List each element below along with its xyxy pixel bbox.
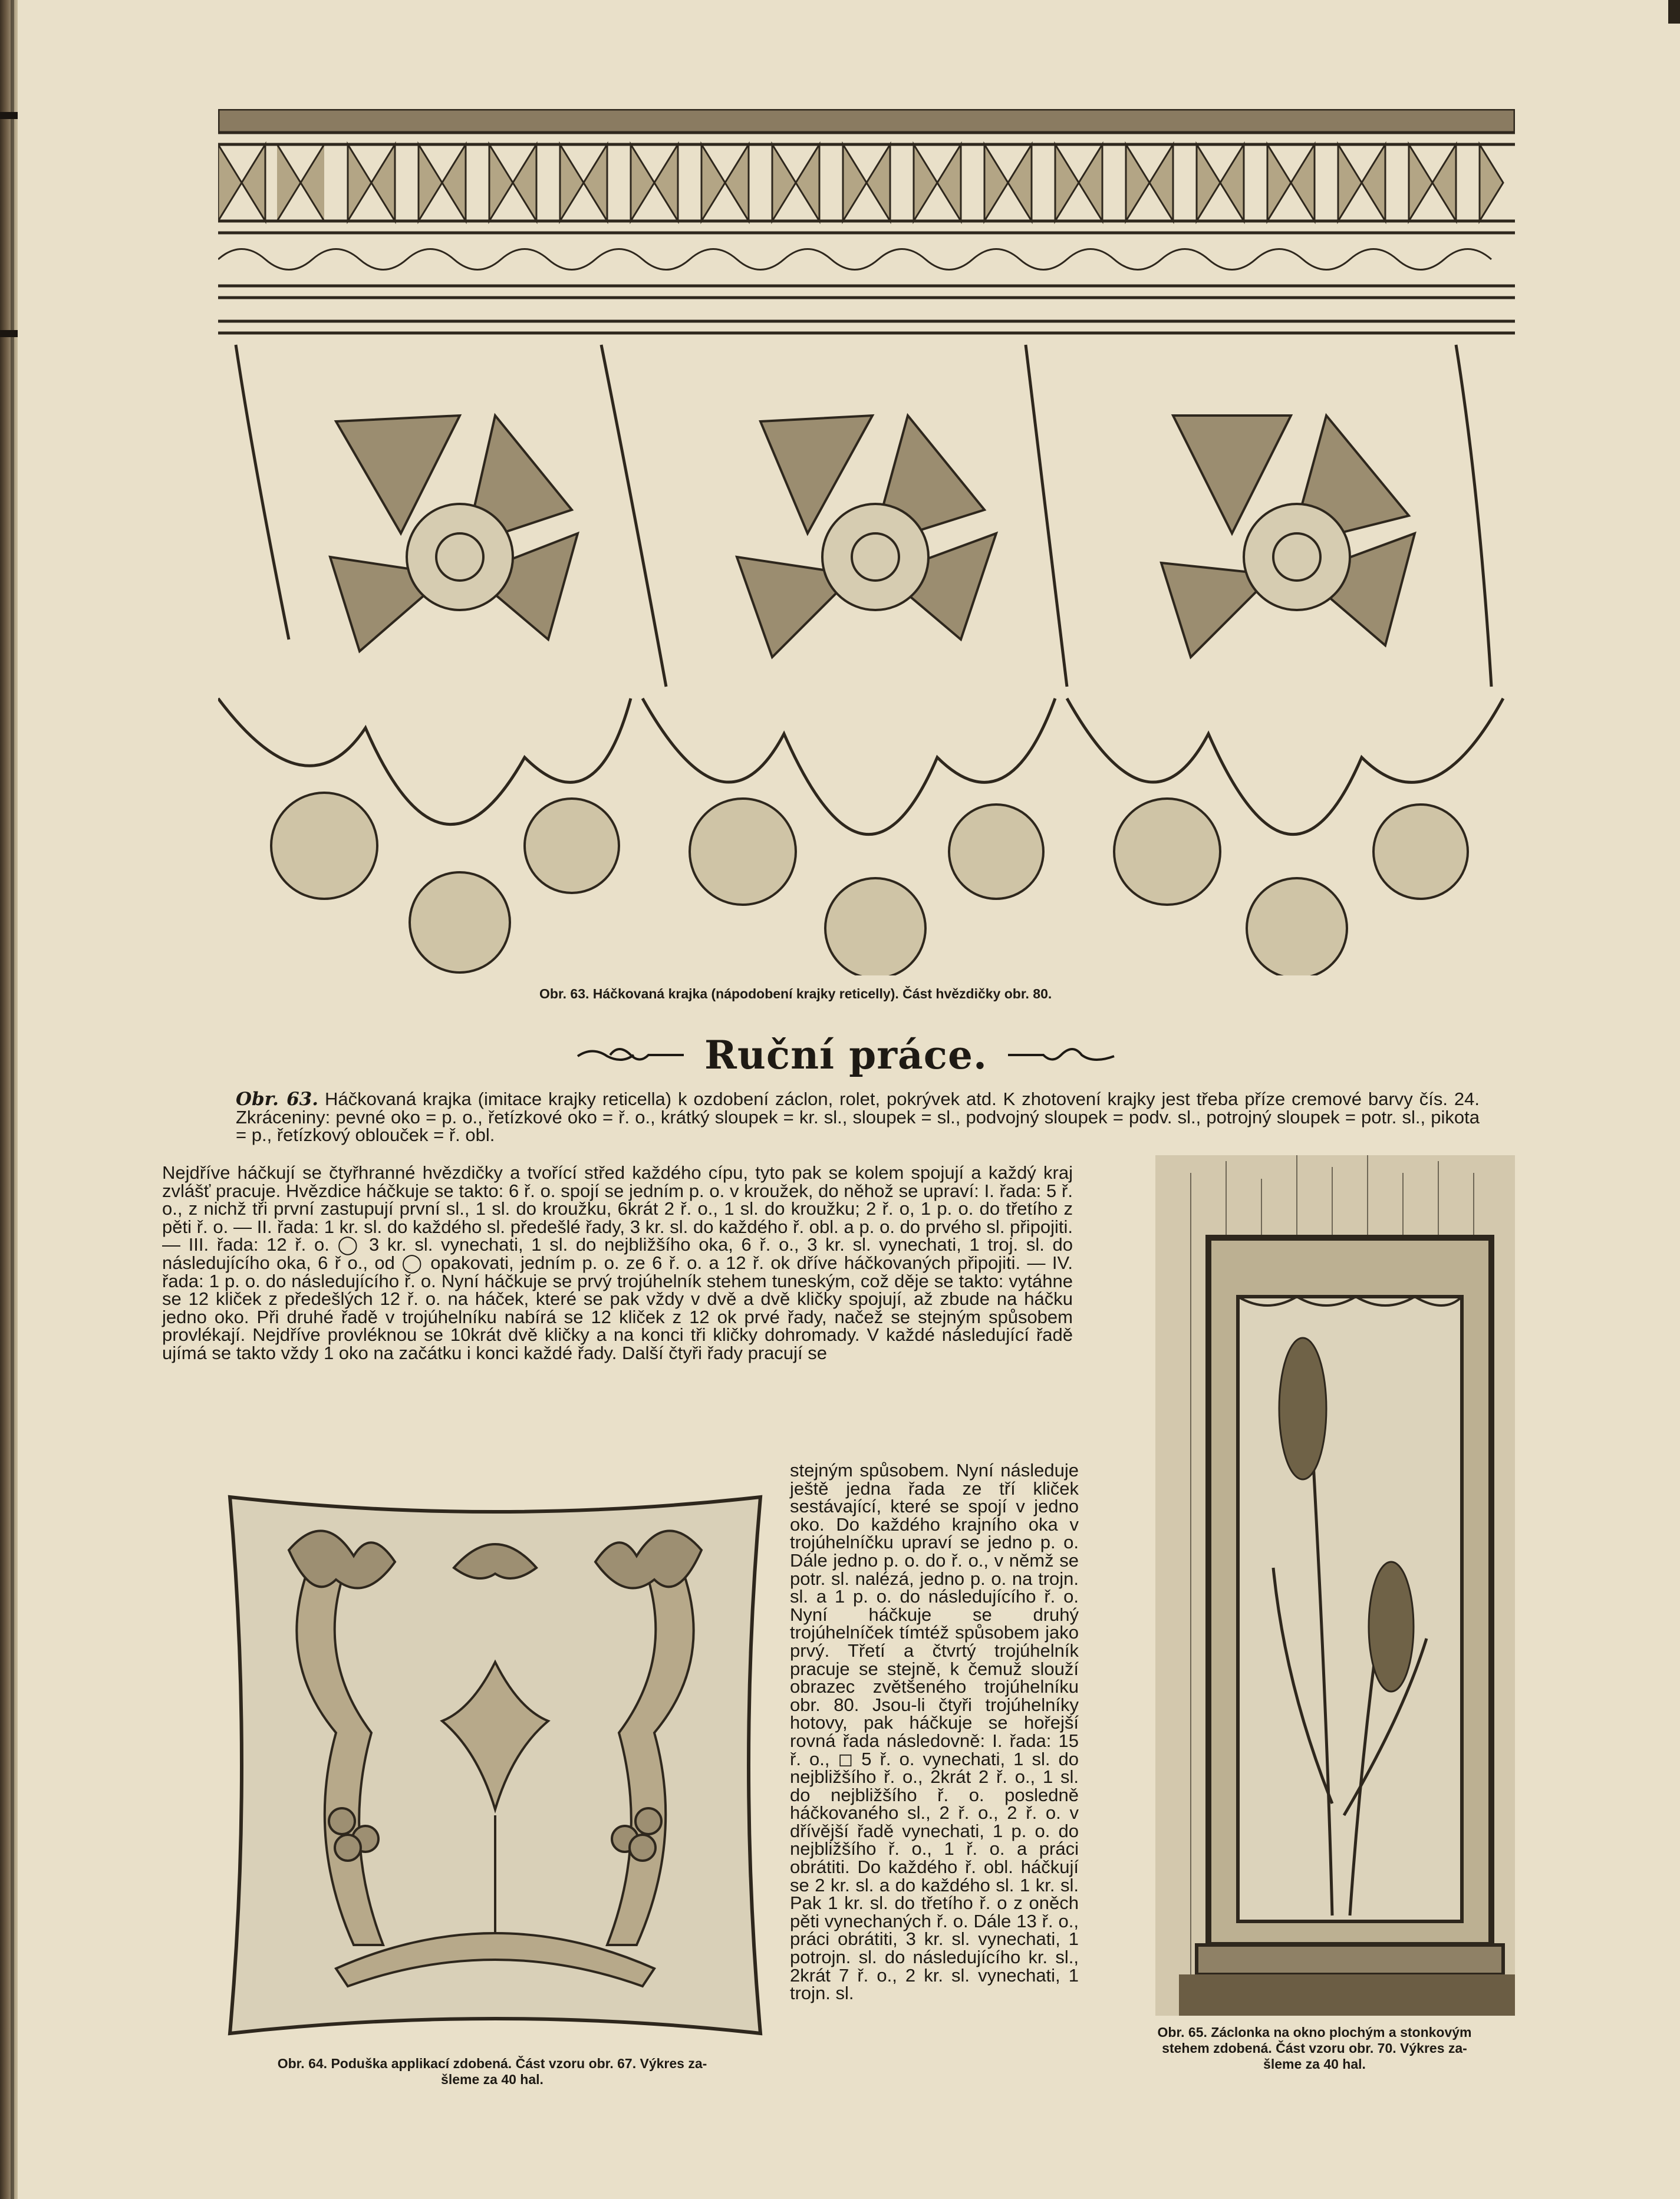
article-paragraph: Háčkovaná krajka (imitace krajky reticella) k ozdobení záclon, rolet, pokrývek atd. K zhotovení krajky jest třeba příze cremové barvy čís. 24. Zkráceniny: pevné oko = p. o., řetízkové oko = ř. o., krátký sloupek = kr. sl., sloupek = sl., podvojný sloupek = podv. sl., potrojný sloupek = potr. sl., pikota = p., řetízkový oblouček = ř. obl. — [236, 1089, 1480, 1146]
left-ornament-icon — [575, 1043, 687, 1067]
section-heading — [566, 1028, 1126, 1082]
binding-mark — [0, 112, 18, 119]
article-paragraph: Nejdříve háčkují se čtyřhranné hvězdičky a tvořící střed každého cípu, tyto pak se kolem spojují a každý kraj zvlášť pracuje. Hvězdice háčkuje se takto: 6 ř. o. spojí se jedním p. o. v kroužek, do něhož se upraví: I. řada: 5 ř. o., z nichž tři první zastupují první sl., 1 sl. do kroužku, 6krát 2 ř. o., 1 sl. do kroužku; 2 ř. o, 1 p. o. do třetího z pěti ř. o. — II. řada: 1 kr. sl. do každého sl. předešlé řady, 3 kr. sl. do každého ř. obl. a p. o. do prvého sl. připojiti. — III. řada: 12 ř. o. ◯ 3 kr. sl. vynechati, 1 sl. do nejbližšího oka, 6 ř. o., 3 kr. sl. vynechati, 1 troj. sl. do následujícího oka, 6 ř o., od ◯ opakovati, jedním p. o. ze 6 ř. o. a 12 ř. ok dříve háčkovaných připojiti. — IV. řada: 1 p. o. do následujícího ř. o. Nyní háčkuje se prvý trojúhelník stehem tuneským, což děje se takto: vytáhne se 12 kliček z předešlých 12 ř. o. na háček, které se pak vždy v dvě a dvě kličky spojují, až zbude na háčku jedno oko. Při druhé řadě v trojúhelníku nabírá se 12 kliček z 12 ok prvé řady, načež se stejným spůsobem provlékají. Nejdříve provléknou se 10krát dvě kličky a na konci tři kličky dohromady. V každé následující řadě ujímá se takto vždy 1 oko na začátku i konci každé řady. Další čtyři řady pracují se — [162, 1162, 1073, 1363]
caption-line: šleme za 40 hal. — [441, 2072, 543, 2087]
caption-line: Obr. 64. Poduška applikací zdobená. Část vzoru obr. 67. Výkres za- — [277, 2056, 707, 2071]
right-ornament-icon — [1005, 1043, 1117, 1067]
binding-mark — [0, 330, 18, 337]
figure-caption-63: Obr. 63. Háčkovaná krajka (nápodobení krajky reticelly). Část hvězdičky obr. 80. — [539, 986, 1052, 1001]
curtain-window-illustration — [1155, 1155, 1515, 2016]
article-intro — [236, 1090, 1480, 1145]
caption-line: stehem zdobená. Část vzoru obr. 70. Výkres za- — [1162, 2040, 1467, 2056]
figure-caption-65 — [1108, 2025, 1521, 2072]
section-title: Ruční práce. — [704, 1032, 987, 1078]
article-body — [162, 1164, 1073, 1363]
caption-line: Obr. 65. Záclonka na okno plochým a stonkovým — [1157, 2025, 1472, 2040]
page-corner-mark — [1668, 0, 1680, 24]
figure-caption-64 — [197, 2056, 787, 2088]
lead-label: Obr. 63. — [236, 1089, 319, 1110]
article-paragraph: stejným spůsobem. Nyní následuje ještě jedna řada ze tří kliček sestávající, které se spojí v jedno oko. Do každého krajního oka v trojúhelníčku upraví se jedno p. o. Dále jedno p. o. do ř. o., v němž se potr. sl. nalézá, jedno p. o. na trojn. sl. a 1 p. o. do následujícího ř. o. Nyní háčkuje se druhý trojúhelníček tímtéž spůsobem jako prvý. Třetí a čtvrtý trojúhelník pracuje se stejně, k čemuž slouží obrazec zvětšeného trojúhelníku obr. 80. Jsou-li čtyři trojúhelníky hotovy, pak háčkuje se hořejší rovná řada následovně: I. řada: 15 ř. o., ◻ 5 ř. o. vynechati, 1 sl. do nejbližšího ř. o., 2krát 2 ř. o., 1 sl. do nejbližšího ř. o. posledně háčkovaného sl., 2 ř. o., 2 ř. o. v dřívější řadě vynechati, 1 p. o. do nejbližšího ř. o., 1 ř. o. a práci obrátiti. Do každého ř. obl. háčkují se 2 kr. sl. a do každého sl. 1 kr. sl. Pak 1 kr. sl. do třetího ř. o z oněch pěti vynechaných ř. o. Dále 13 ř. o., práci obrátiti, 3 kr. sl. vynechati, 1 potrojn. sl. do následujícího kr. sl., 2krát 7 ř. o., 2 kr. sl. vynechati, 1 trojn. sl. — [790, 1460, 1079, 2004]
caption-line: šleme za 40 hal. — [1263, 2056, 1366, 2072]
lace-border-illustration — [218, 109, 1515, 975]
article-body-narrow — [790, 1462, 1079, 2003]
cushion-illustration — [218, 1485, 772, 2045]
